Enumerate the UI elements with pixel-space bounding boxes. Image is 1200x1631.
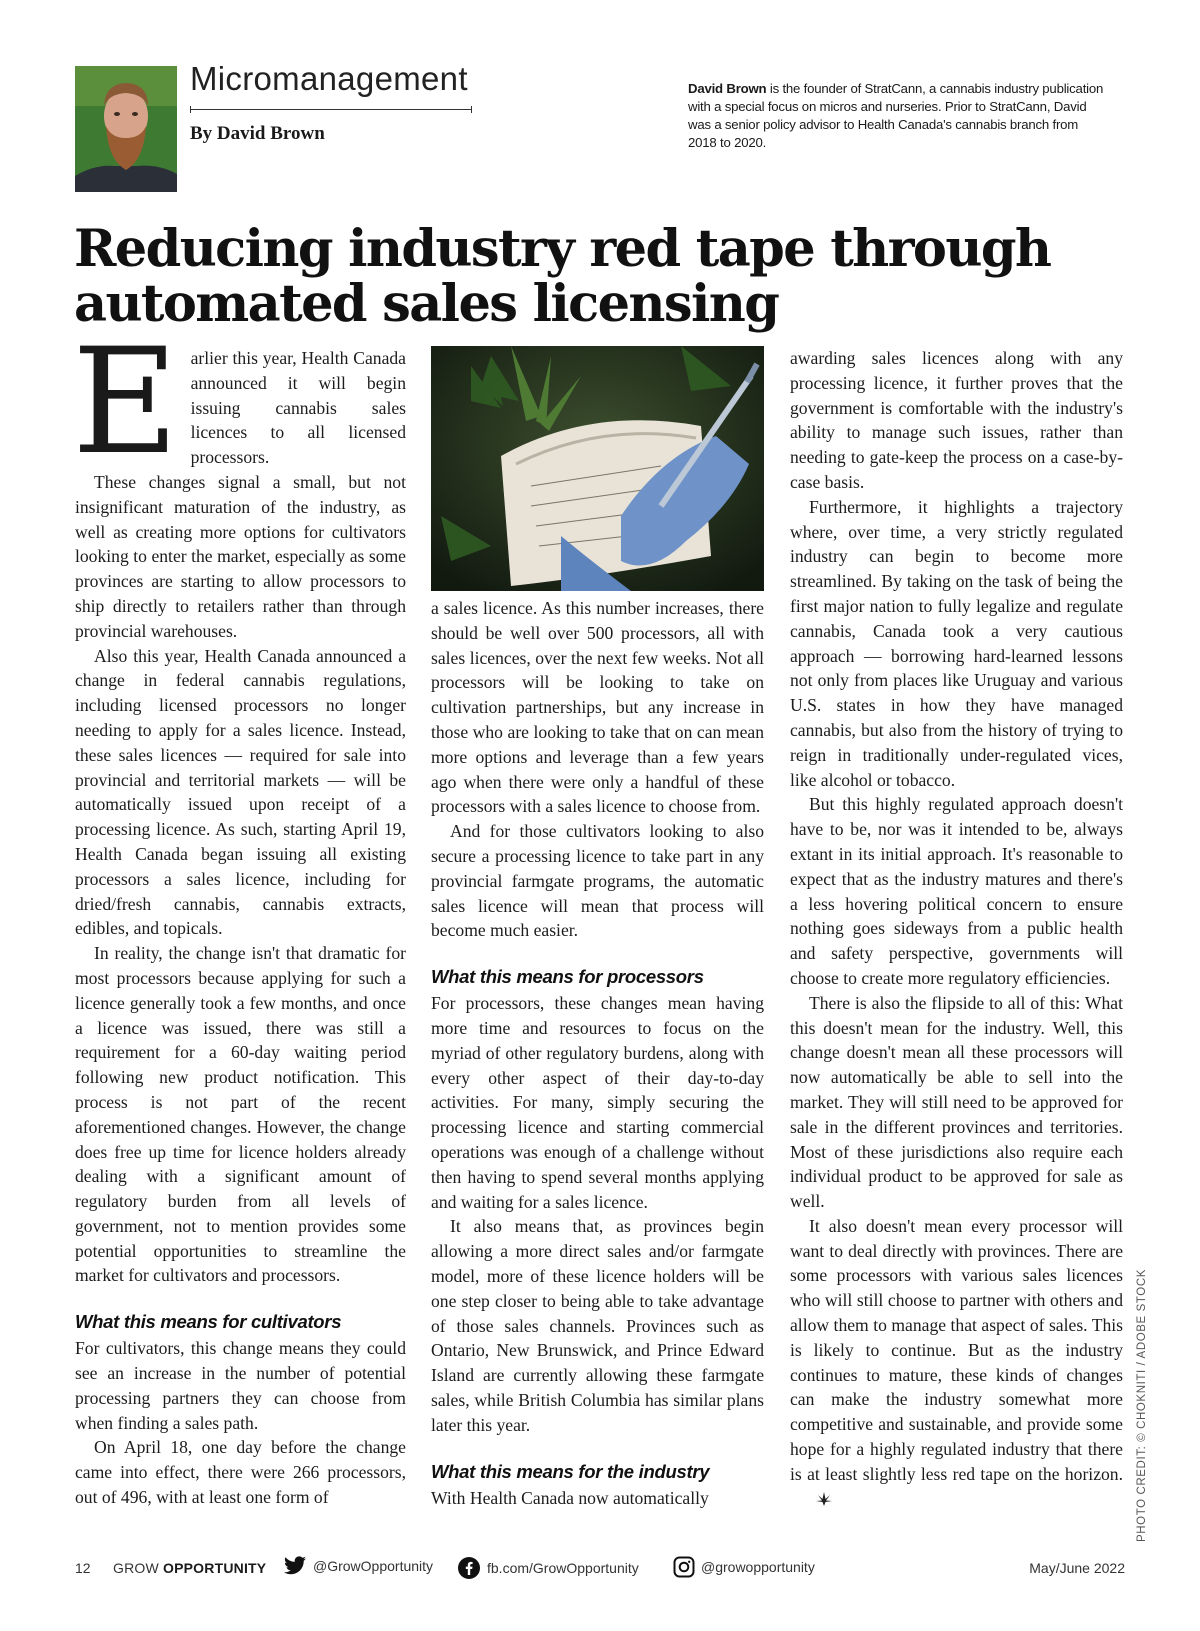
author-photo	[75, 66, 177, 192]
author-bio-name: David Brown	[688, 81, 767, 96]
paragraph-text: It also doesn't mean every processor will want to deal directly with provinces. There are some processors with various sales licences who will still choose to partner with others and allow them to manage that aspect of sales. This is likely to continue. But as the industry continues to mature, these kinds of changes can make the industry somewhat more competitive and sustainable, and provide some hope for a highly regulated industry that there is at least slightly less red tape on the horizon.	[790, 1215, 1123, 1484]
paragraph	[790, 1214, 1123, 1512]
paragraph: But this highly regulated approach doesn't have to be, nor was it intended to be, always extant in its initial approach. It's reasonable to expect that as the industry matures and there's a less hovering political concern to ensure nothing goes sideways from a public health and safety perspective, governments will choose to create more regulatory efficiencies.	[790, 794, 1123, 988]
paragraph: There is also the flipside to all of this: What this doesn't mean for the industry. Well, this change doesn't mean all these processors will now automatically be able to sell into the market. They will still need to be approved for sale in the different provinces and territories. Most of these jurisdictions also require each individual product to be approved for sale as well.	[790, 992, 1123, 1212]
cannabis-leaf-icon	[796, 1489, 814, 1505]
paragraph: a sales licence. As this number increases, there should be well over 500 processors, all with sales licences, over the next few weeks. Not all processors will be looking to take on cultivation partnerships, but any increase in those who are looking to take that on can mean more options and leverage than a few years ago when there were only a handful of these processors with a sales licence to choose from.	[431, 598, 764, 817]
notebook-photo	[431, 346, 764, 591]
issue-date: May/June 2022	[1029, 1560, 1125, 1576]
paragraph: arlier this year, Health Canada announced it will begin issuing cannabis sales licences to all licensed processors.	[190, 348, 406, 468]
paragraph: For cultivators, this change means they could see an increase in the number of potential processing partners they can choose from when finding a sales path.	[75, 1338, 406, 1433]
article-column-2	[431, 346, 764, 1510]
paragraph: Furthermore, it highlights a trajectory where, over time, a very strictly regulated industry can begin to become more streamlined. By taking on the task of being the first major nation to fully legalize and regulate cannabis, Canada took a very cautious approach — borrowing hard-learned lessons not only from places like Uruguay and various U.S. states in how they have managed cannabis, but also from the history of trying to reign in traditionally under-regulated vices, like alcohol or tobacco.	[790, 496, 1123, 790]
photo-credit: PHOTO CREDIT: © CHOKNITI / ADOBE STOCK	[1136, 1268, 1148, 1542]
section-heading-processors: What this means for processors	[431, 966, 704, 988]
paragraph: On April 18, one day before the change came into effect, there were 266 processors, out of 496, with at least one form of	[75, 1437, 406, 1508]
paragraph: And for those cultivators looking to also secure a processing licence to take part in any provincial farmgate programs, the automatic sales licence will mean that process will become much easier.	[431, 821, 764, 941]
instagram-link[interactable]	[673, 1556, 815, 1578]
instagram-icon	[673, 1556, 695, 1578]
article-column-3	[790, 346, 1123, 1511]
twitter-handle: @GrowOpportunity	[313, 1558, 434, 1574]
brand-light: GROW	[113, 1560, 159, 1576]
twitter-icon	[283, 1556, 307, 1576]
paragraph: awarding sales licences along with any processing licence, it further proves that the government is comfortable with the industry's ability to manage such issues, rather than needing to gate-keep the process on a case-by-case basis.	[790, 348, 1123, 492]
magazine-brand	[113, 1560, 266, 1576]
page-number: 12	[75, 1560, 91, 1576]
page-footer	[75, 1556, 1125, 1582]
twitter-link[interactable]	[283, 1556, 433, 1576]
column-divider	[190, 109, 472, 110]
paragraph: Also this year, Health Canada announced a change in federal cannabis regulations, including licensed processors no longer needing to apply for a sales licence. Instead, these sales licences — required for sale into provincial and territorial markets — will be automatically issued upon receipt of a processing licence. As such, starting April 19, Health Canada began issuing all existing processors a sales licence, including for dried/fresh cannabis, cannabis extracts, edibles, and topicals.	[75, 645, 406, 939]
paragraph: These changes signal a small, but not insignificant maturation of the industry, as well as creating more options for cultivators looking to enter the market, especially as some provinces are starting to allow processors to ship directly to retailers rather than through provincial warehouses.	[75, 471, 406, 641]
byline: By David Brown	[190, 123, 325, 144]
article-column-1	[72, 317, 406, 1510]
section-heading-industry: What this means for the industry	[431, 1460, 710, 1482]
column-name: Micromanagement	[190, 60, 468, 97]
paragraph: In reality, the change isn't that dramatic for most processors because applying for such a licence generally took a few months, and once a licence was issued, there was still a requirement for a 60-day waiting period following new product notification. This process is not part of the recent aforementioned changes. However, the change does free up time for licence holders already dealing with a significant amount of regulatory burden from all levels of government, not to mention provides some potential opportunities to streamline the market for cultivators and processors.	[75, 943, 406, 1286]
instagram-handle: @growopportunity	[701, 1559, 815, 1575]
paragraph: With Health Canada now automatically	[431, 1487, 709, 1508]
author-bio	[688, 80, 1108, 152]
paragraph: For processors, these changes mean having more time and resources to focus on the myriad of other regulatory burdens, along with every other aspect of their day-to-day activities. For many, simply securing the processing licence and starting commercial operations was enough of a challenge without then having to spend several months applying and waiting for a sales licence.	[431, 993, 764, 1212]
paragraph: It also means that, as provinces begin allowing a more direct sales and/or farmgate model, more of these licence holders will be one step closer to being able to take advantage of those sales channels. Provinces such as Ontario, New Brunswick, and Prince Edward Island are currently allowing these farmgate sales, while British Columbia has similar plans later this year.	[431, 1216, 764, 1435]
article-headline: Reducing industry red tape through automated sales licensing	[74, 219, 1051, 334]
facebook-url: fb.com/GrowOpportunity	[487, 1560, 639, 1576]
brand-bold: OPPORTUNITY	[163, 1560, 267, 1576]
drop-cap: E	[72, 317, 179, 487]
facebook-icon	[457, 1556, 481, 1580]
author-bio-text: is the founder of StratCann, a cannabis industry publication with a special focus on micros and nurseries. Prior to StratCann, David was a senior policy advisor to Health Canada's cannabis branch from 2018 to 2020.	[688, 81, 1104, 150]
section-heading-cultivators: What this means for cultivators	[75, 1311, 342, 1333]
facebook-link[interactable]	[457, 1556, 639, 1580]
